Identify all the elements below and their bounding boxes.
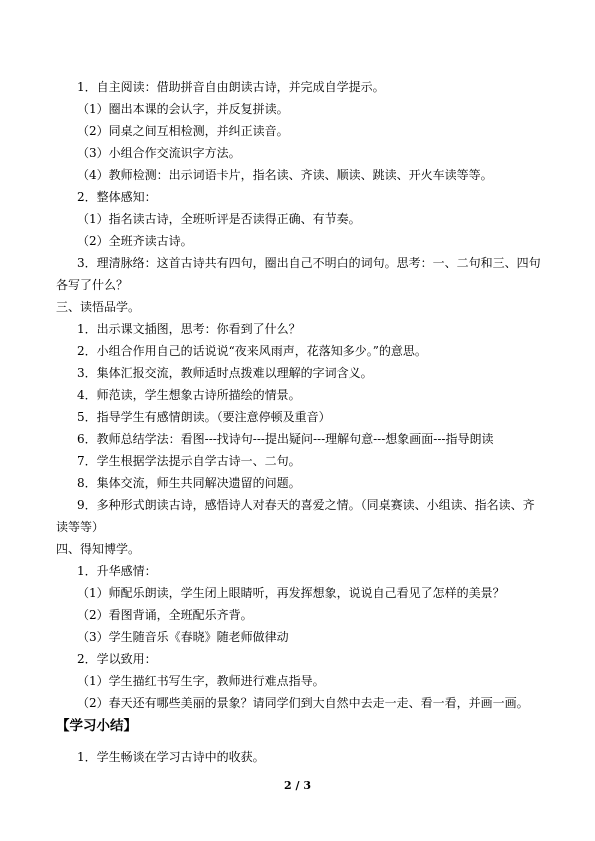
text-line: 8．集体交流，师生共同解决遗留的问题。 [77, 476, 301, 490]
section-title: 三、读悟品学。 [56, 300, 141, 314]
text-line: （1）师配乐朗读，学生闭上眼睛听，再发挥想象，说说自己看见了怎样的美景？ [77, 586, 505, 600]
section-title: 四、得知博学。 [56, 542, 141, 556]
text-line: 4．师范读，学生想象古诗所描绘的情景。 [77, 388, 301, 402]
text-line: （2）春天还有哪些美丽的景象？请同学们到大自然中去走一走、看一看，并画一画。 [77, 696, 529, 710]
text-line: 3．理清脉络：这首古诗共有四句，圈出自己不明白的词句。思考：一、二句和三、四句 [77, 256, 541, 270]
text-line: （1）指名读古诗，全班听评是否读得正确、有节奏。 [77, 212, 361, 226]
text-line: （1）圈出本课的会认字，并反复拼读。 [77, 102, 289, 116]
section-heading: 【学习小结】 [56, 718, 137, 734]
page-number: 2 / 3 [284, 779, 311, 792]
text-line: 6．教师总结学法：看图---找诗句---提出疑问---理解句意---想象画面---指导朗读 [77, 432, 494, 446]
text-line: （4）教师检测：出示词语卡片，指名读、齐读、顺读、跳读、开火车读等等。 [77, 168, 493, 182]
text-line: 3．集体汇报交流，教师适时点拨难以理解的字词含义。 [77, 366, 373, 380]
text-line: 1．学生畅谈在学习古诗中的收获。 [77, 750, 265, 764]
text-line: （2）看图背诵，全班配乐齐背。 [77, 608, 253, 622]
text-line: 9．多种形式朗读古诗，感悟诗人对春天的喜爱之情。（同桌赛读、小组读、指名读、齐 [77, 498, 535, 512]
text-line: 读等等） [56, 520, 105, 534]
text-line: （1）学生描红书写生字，教师进行难点指导。 [77, 674, 325, 688]
text-line: （3）学生随音乐《春晓》随老师做律动 [77, 630, 289, 644]
text-line: （2）同桌之间互相检测，并纠正读音。 [77, 124, 289, 138]
text-line: 2．学以致用： [77, 652, 157, 666]
text-line: 1．升华感情： [77, 564, 157, 578]
text-line: 5．指导学生有感情朗读。（要注意停顿及重音） [77, 410, 331, 424]
text-line: 7．学生根据学法提示自学古诗一、二句。 [77, 454, 301, 468]
text-line: 1．出示课文插图，思考：你看到了什么？ [77, 322, 301, 336]
text-line: 各写了什么？ [56, 278, 129, 292]
text-line: （2）全班齐读古诗。 [77, 234, 193, 248]
text-line: 2．小组合作用自己的话说说“夜来风雨声，花落知多少。”的意思。 [77, 344, 427, 358]
text-line: 2．整体感知： [77, 190, 157, 204]
text-line: 1．自主阅读：借助拼音自由朗读古诗，并完成自学提示。 [77, 80, 385, 94]
text-line: （3）小组合作交流识字方法。 [77, 146, 241, 160]
